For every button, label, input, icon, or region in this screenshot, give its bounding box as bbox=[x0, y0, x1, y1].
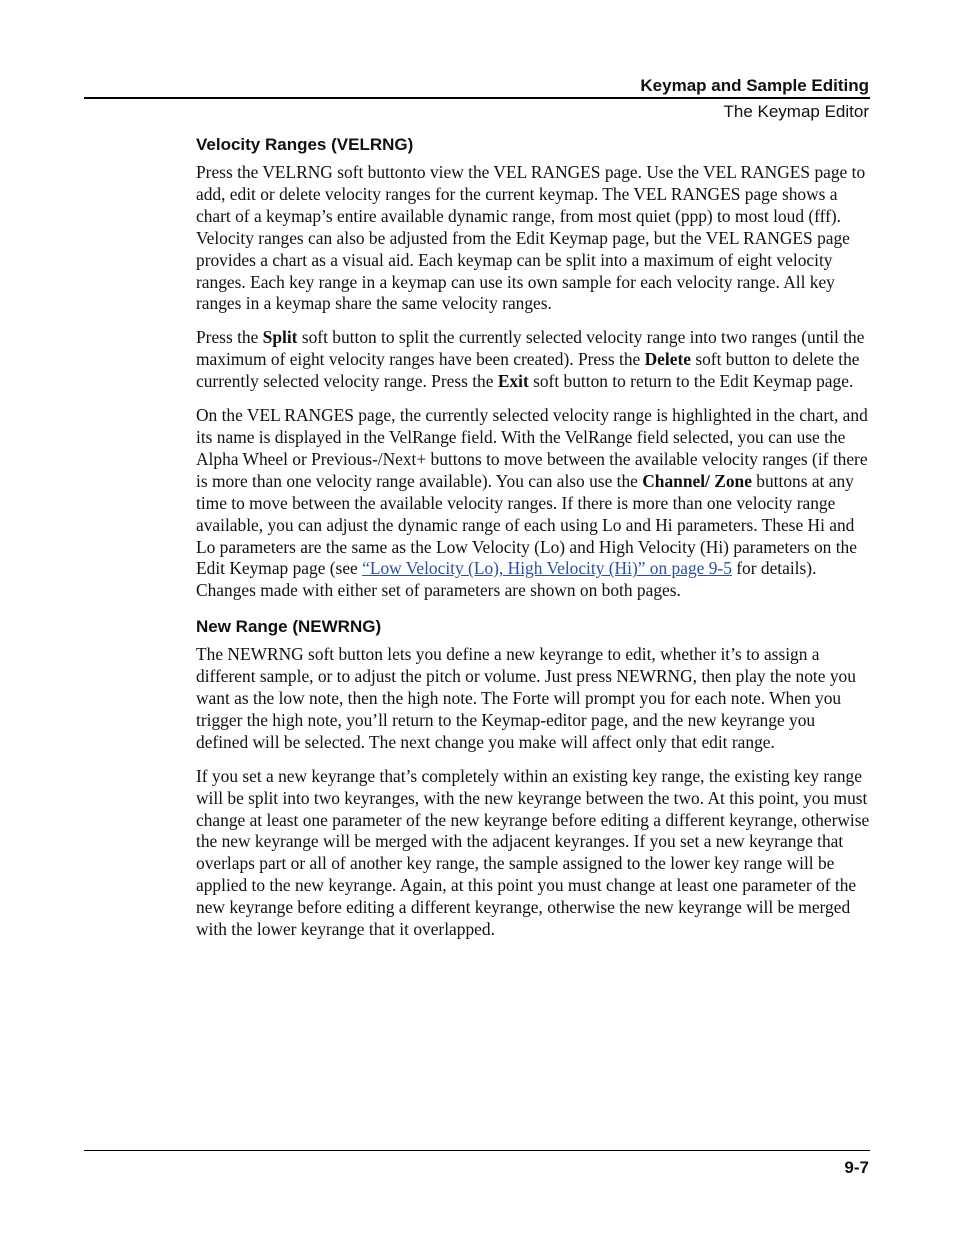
cross-reference-link-low-high-velocity[interactable]: “Low Velocity (Lo), High Velocity (Hi)” on page 9-5 bbox=[362, 558, 732, 579]
section-heading-velocity-ranges: Velocity Ranges (VELRNG) bbox=[196, 135, 414, 154]
exit-button-term: Exit bbox=[497, 371, 529, 392]
text-run: soft button to split the currently selected velocity range into two ranges (until the maximum of eight velocity ranges have been created). Press the bbox=[196, 327, 865, 370]
split-button-term: Split bbox=[262, 327, 298, 348]
section-heading-new-range: New Range (NEWRNG) bbox=[196, 617, 382, 637]
running-header-section: The Keymap Editor bbox=[723, 102, 869, 121]
paragraph-newrng-overlap: If you set a new keyrange that’s completely within an existing key range, the existing key range will be split into two keyranges, with the new keyrange between the two. At this point, you must change at least one parameter of the new keyrange before editing a different keyrange, otherwise the new keyrange will be merged with the adjacent keyranges. If you set a new keyrange that overlaps part or all of another key range, the sample assigned to the lower key range will be applied to the new keyrange. Again, at this point you must change at least one parameter of the new keyrange before editing a different keyrange, otherwise the new keyrange will be merged with the lower keyrange that it overlapped. bbox=[196, 765, 870, 940]
text-run: for details). Changes made with either set of parameters are shown on both pages. bbox=[196, 558, 817, 601]
text-run: soft button to return to the Edit Keymap page. bbox=[528, 371, 854, 392]
header-divider bbox=[84, 97, 870, 99]
text-run: On the VEL RANGES page, the currently selected velocity range is highlighted in the chart, and its name is displayed in the VelRange field. With the VelRange field selected, you can use the Alpha Wheel or Previous-/Next+ buttons to move between the available velocity ranges (if there is more than one velocity range available). You can also use the bbox=[196, 405, 868, 491]
text-run: buttons at any time to move between the available velocity ranges. If there is more than one velocity range available, you can adjust the dynamic range of each using Lo and Hi parameters. These Hi and Lo parameters are the same as the Low Velocity (Lo) and High Velocity (Hi) parameters on the Edit Keymap page (see bbox=[196, 470, 857, 579]
delete-button-term: Delete bbox=[644, 349, 691, 370]
page-body bbox=[196, 134, 870, 953]
text-run: soft button to delete the currently selected velocity range. Press the bbox=[196, 349, 860, 392]
paragraph-split-delete-exit bbox=[196, 327, 870, 393]
paragraph-vel-ranges-page bbox=[196, 405, 870, 602]
paragraph-velrng-intro: Press the VELRNG soft buttonto view the VEL RANGES page. Use the VEL RANGES page to add, edit or delete velocity ranges for the current keymap. The VEL RANGES page shows a chart of a keymap’s entire available dynamic range, from most quiet (ppp) to most loud (fff). Velocity ranges can also be adjusted from the Edit Keymap page, but the VEL RANGES page provides a chart as a visual aid. Each keymap can be split into a maximum of eight velocity ranges. Each key range in a keymap can use its own sample for each velocity range. All key ranges in a keymap share the same velocity ranges. bbox=[196, 162, 866, 314]
channel-zone-buttons-term: Channel/ Zone bbox=[642, 470, 752, 491]
paragraph-newrng-intro: The NEWRNG soft button lets you define a new keyrange to edit, whether it’s to assign a different sample, or to adjust the pitch or volume. Just press NEWRNG, then play the note you want as the low note, then the high note. The Forte will prompt you for each note. When you trigger the high note, you’ll return to the Keymap-editor page, and the new keyrange you defined will be selected. The next change you make will affect only that edit range. bbox=[196, 644, 856, 752]
text-run: Press the bbox=[196, 327, 263, 348]
page-number: 9-7 bbox=[844, 1158, 869, 1177]
running-header-chapter: Keymap and Sample Editing bbox=[640, 76, 869, 95]
footer-divider bbox=[84, 1150, 870, 1151]
